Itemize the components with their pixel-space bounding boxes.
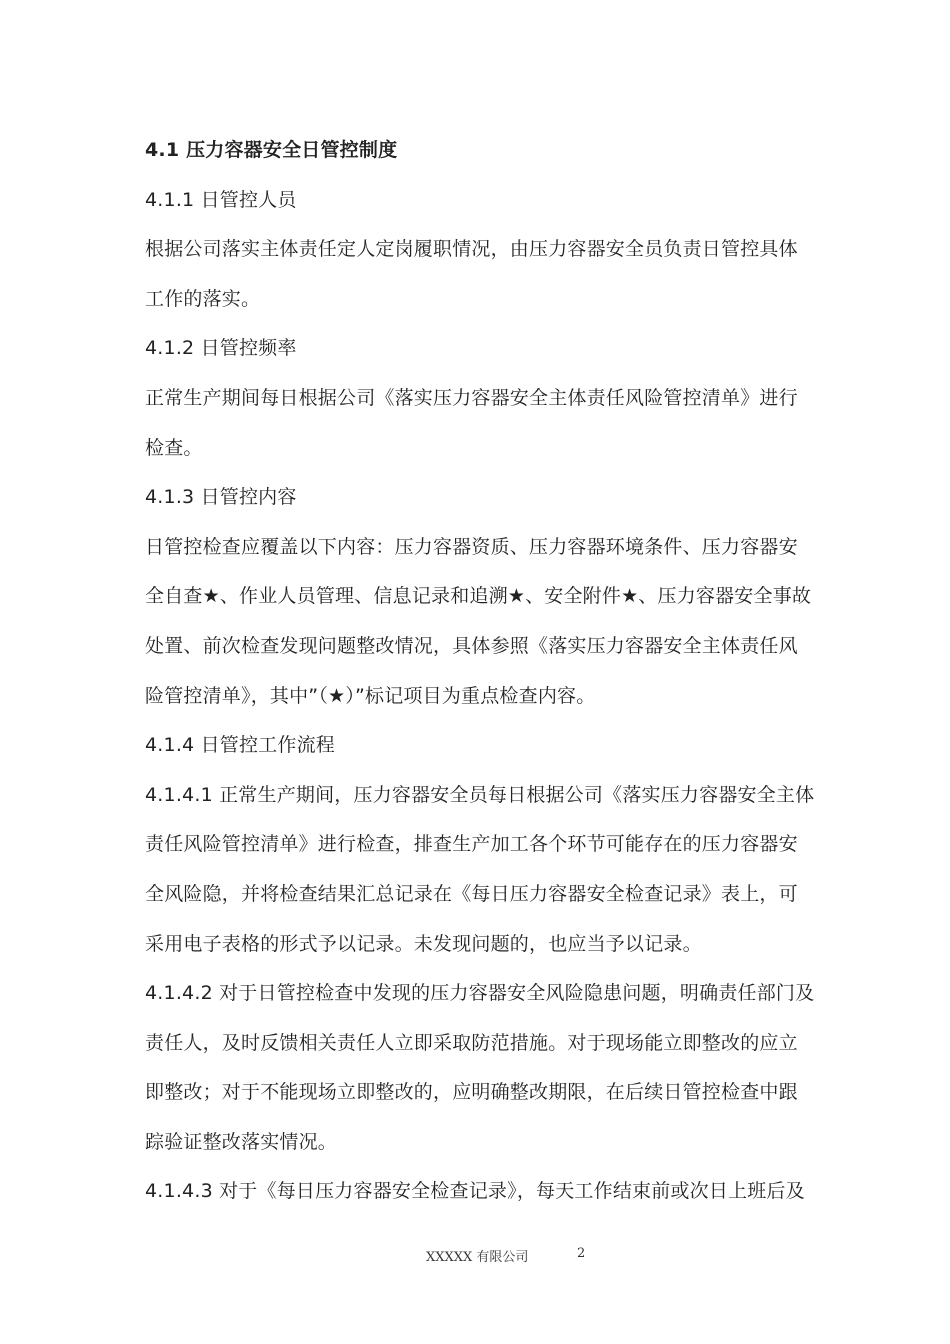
paragraph-4-1-4-2-line-1: 4.1.4.2 对于日管控检查中发现的压力容器安全风险隐患问题，明确责任部门及	[145, 982, 815, 1005]
paragraph-4-1-1-line-1: 根据公司落实主体责任定人定岗履职情况，由压力容器安全员负责日管控具体	[145, 238, 798, 261]
section-title: 4.1 压力容器安全日管控制度	[145, 139, 398, 161]
paragraph-4-1-4-1-line-1: 4.1.4.1 正常生产期间，压力容器安全员每日根据公司《落实压力容器安全主体	[145, 783, 815, 806]
paragraph-4-1-1-line-2: 工作的落实。	[145, 287, 261, 310]
paragraph-4-1-3-line-1: 日管控检查应覆盖以下内容：压力容器资质、压力容器环境条件、压力容器安	[145, 535, 798, 558]
heading-4-1-2: 4.1.2 日管控频率	[145, 337, 297, 360]
heading-4-1-4: 4.1.4 日管控工作流程	[145, 734, 335, 757]
paragraph-4-1-3-line-2: 全自查★、作业人员管理、信息记录和追溯★、安全附件★、压力容器安全事故	[145, 585, 812, 608]
footer-company: XXXXX 有限公司	[426, 1250, 529, 1265]
paragraph-4-1-4-2-line-4: 踪验证整改落实情况。	[145, 1130, 338, 1153]
paragraph-4-1-2-line-1: 正常生产期间每日根据公司《落实压力容器安全主体责任风险管控清单》进行	[145, 386, 798, 409]
page-footer	[0, 1246, 950, 1266]
page-number: 2	[577, 1246, 586, 1261]
paragraph-4-1-4-2-line-2: 责任人，及时反馈相关责任人立即采取防范措施。对于现场能立即整改的应立	[145, 1031, 798, 1054]
paragraph-4-1-4-2-line-3: 即整改；对于不能现场立即整改的，应明确整改期限，在后续日管控检查中跟	[145, 1081, 798, 1104]
heading-4-1-3: 4.1.3 日管控内容	[145, 486, 297, 509]
paragraph-4-1-3-line-3: 处置、前次检查发现问题整改情况，具体参照《落实压力容器安全主体责任风	[145, 634, 798, 657]
paragraph-4-1-4-1-line-2: 责任风险管控清单》进行检查，排查生产加工各个环节可能存在的压力容器安	[145, 833, 798, 856]
paragraph-4-1-2-line-2: 检查。	[145, 436, 203, 459]
paragraph-4-1-4-1-line-3: 全风险隐，并将检查结果汇总记录在《每日压力容器安全检查记录》表上，可	[145, 882, 798, 905]
paragraph-4-1-3-line-4: 险管控清单》，其中”（★）”标记项目为重点检查内容。	[145, 684, 596, 707]
heading-4-1-1: 4.1.1 日管控人员	[145, 188, 297, 211]
paragraph-4-1-4-3-line-1: 4.1.4.3 对于《每日压力容器安全检查记录》，每天工作结束前或次日上班后及	[145, 1180, 805, 1203]
document-body	[145, 126, 815, 1217]
paragraph-4-1-4-1-line-4: 采用电子表格的形式予以记录。未发现问题的，也应当予以记录。	[145, 932, 702, 955]
